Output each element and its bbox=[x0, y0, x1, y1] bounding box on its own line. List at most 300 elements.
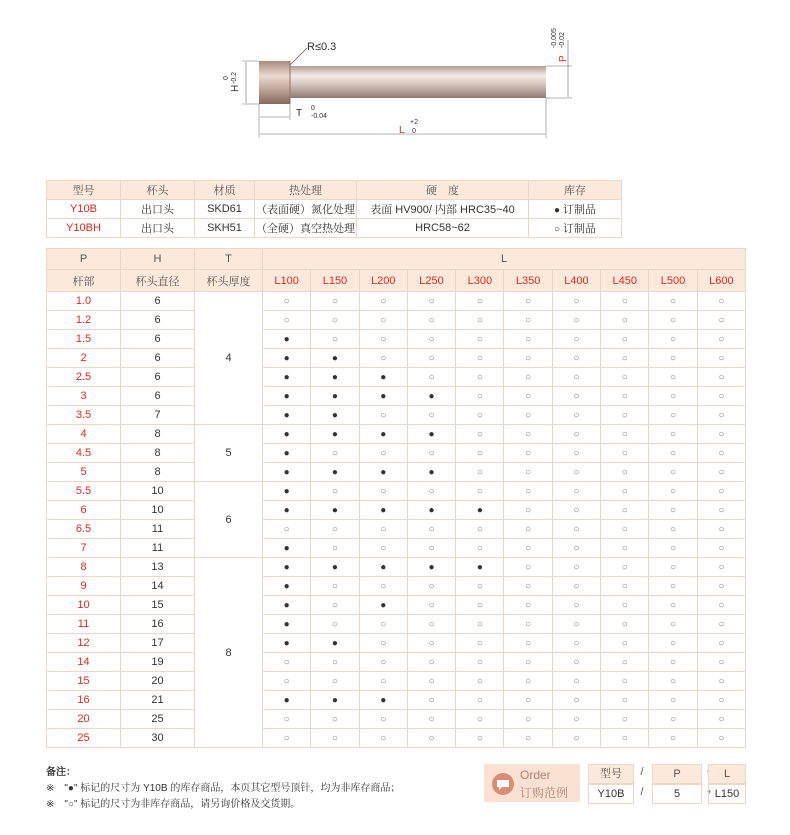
empty-dot-icon: ○ bbox=[380, 315, 387, 326]
spec-row bbox=[47, 558, 746, 577]
shaft-diameter-cell: 5 bbox=[47, 463, 121, 482]
stock-mark-cell bbox=[649, 368, 697, 387]
stock-mark-cell bbox=[407, 558, 455, 577]
stock-mark-cell bbox=[311, 596, 359, 615]
shaft-diameter-cell: 7 bbox=[47, 539, 121, 558]
empty-dot-icon: ○ bbox=[283, 714, 290, 725]
head-diameter-cell: 6 bbox=[121, 387, 195, 406]
col-t: T bbox=[195, 249, 263, 270]
full-dot-icon: ● bbox=[380, 505, 387, 516]
stock-mark-cell bbox=[456, 292, 504, 311]
stock-mark-cell bbox=[456, 311, 504, 330]
stock-mark-cell bbox=[601, 596, 649, 615]
empty-dot-icon: ○ bbox=[573, 296, 580, 307]
stock-mark-cell bbox=[407, 691, 455, 710]
col-head-thickness: 杯头厚度 bbox=[195, 270, 263, 292]
empty-dot-icon: ○ bbox=[718, 334, 725, 345]
empty-dot-icon: ○ bbox=[331, 524, 338, 535]
full-dot-icon: ● bbox=[380, 429, 387, 440]
empty-dot-icon: ○ bbox=[428, 619, 435, 630]
empty-dot-icon: ○ bbox=[331, 619, 338, 630]
stock-mark-cell bbox=[407, 349, 455, 368]
full-dot-icon: ● bbox=[331, 562, 338, 573]
empty-dot-icon: ○ bbox=[525, 543, 532, 554]
empty-dot-icon: ○ bbox=[283, 733, 290, 744]
full-dot-icon: ● bbox=[331, 429, 338, 440]
empty-dot-icon: ○ bbox=[670, 524, 677, 535]
stock-mark-cell bbox=[311, 653, 359, 672]
empty-dot-icon: ○ bbox=[525, 296, 532, 307]
stock-mark-cell bbox=[311, 330, 359, 349]
full-dot-icon: ● bbox=[331, 410, 338, 421]
empty-dot-icon: ○ bbox=[380, 714, 387, 725]
order-separator: / bbox=[640, 786, 644, 798]
empty-dot-icon: ○ bbox=[670, 372, 677, 383]
col-material: 材质 bbox=[195, 181, 255, 200]
shaft-diameter-cell: 10 bbox=[47, 596, 121, 615]
empty-dot-icon: ○ bbox=[331, 334, 338, 345]
empty-dot-icon: ○ bbox=[476, 676, 483, 687]
stock-mark-cell bbox=[697, 330, 745, 349]
note-line: ※ "○" 标记的尺寸为非库存商品，请另询价格及交货期。 bbox=[46, 799, 301, 810]
empty-dot-icon: ○ bbox=[283, 676, 290, 687]
stock-mark-cell bbox=[649, 387, 697, 406]
stock-mark-cell bbox=[263, 292, 311, 311]
empty-dot-icon: ○ bbox=[380, 543, 387, 554]
full-dot-icon: ● bbox=[428, 391, 435, 402]
col-length: L250 bbox=[407, 270, 455, 292]
spec-row bbox=[47, 615, 746, 634]
empty-dot-icon: ○ bbox=[573, 467, 580, 478]
stock-mark-cell bbox=[649, 729, 697, 748]
empty-dot-icon: ○ bbox=[476, 524, 483, 535]
empty-dot-icon: ○ bbox=[428, 448, 435, 459]
head-diameter-cell: 8 bbox=[121, 463, 195, 482]
stock-mark-cell bbox=[311, 463, 359, 482]
empty-dot-icon: ○ bbox=[380, 619, 387, 630]
empty-dot-icon: ○ bbox=[621, 676, 628, 687]
spec-row bbox=[47, 444, 746, 463]
stock-mark-cell bbox=[504, 691, 552, 710]
stock-mark-cell bbox=[504, 311, 552, 330]
stock-mark-cell bbox=[456, 463, 504, 482]
stock-mark-cell bbox=[263, 463, 311, 482]
empty-dot-icon: ○ bbox=[573, 391, 580, 402]
stock-mark-cell bbox=[697, 387, 745, 406]
stock-mark-cell bbox=[311, 710, 359, 729]
t-label: T bbox=[296, 108, 303, 119]
spec-table bbox=[46, 248, 746, 748]
p-tol-upper: -0.005 bbox=[551, 28, 558, 48]
ejector-pin-drawing bbox=[210, 20, 590, 150]
empty-dot-icon: ○ bbox=[525, 581, 532, 592]
stock-mark-cell bbox=[649, 691, 697, 710]
shaft-diameter-cell: 6 bbox=[47, 501, 121, 520]
stock-mark-cell bbox=[359, 406, 407, 425]
stock-mark-cell bbox=[697, 349, 745, 368]
empty-dot-icon: ○ bbox=[621, 410, 628, 421]
empty-dot-icon: ○ bbox=[718, 562, 725, 573]
pin-head bbox=[259, 61, 290, 104]
stock-mark-cell bbox=[456, 729, 504, 748]
full-dot-icon: ● bbox=[283, 600, 290, 611]
stock-mark-cell bbox=[697, 520, 745, 539]
empty-dot-icon: ○ bbox=[718, 619, 725, 630]
head-diameter-cell: 20 bbox=[121, 672, 195, 691]
stock-mark-cell bbox=[601, 577, 649, 596]
empty-dot-icon: ○ bbox=[670, 562, 677, 573]
stock-mark-cell bbox=[552, 710, 600, 729]
empty-dot-icon: ○ bbox=[621, 353, 628, 364]
stock-mark-cell bbox=[552, 425, 600, 444]
empty-dot-icon: ○ bbox=[621, 600, 628, 611]
stock-mark-cell bbox=[311, 444, 359, 463]
empty-dot-icon: ○ bbox=[718, 467, 725, 478]
shaft-diameter-cell: 5.5 bbox=[47, 482, 121, 501]
stock-mark-cell bbox=[697, 577, 745, 596]
stock-mark-cell bbox=[601, 387, 649, 406]
head-diameter-cell: 15 bbox=[121, 596, 195, 615]
shaft-diameter-cell: 12 bbox=[47, 634, 121, 653]
stock-mark-cell bbox=[697, 615, 745, 634]
stock-mark-cell bbox=[552, 292, 600, 311]
full-dot-icon: ● bbox=[380, 372, 387, 383]
treatment-cell: （全硬）真空热处理 bbox=[255, 219, 357, 238]
full-dot-icon: ● bbox=[283, 619, 290, 630]
full-dot-icon: ● bbox=[283, 581, 290, 592]
stock-mark-cell bbox=[359, 539, 407, 558]
empty-dot-icon: ○ bbox=[621, 638, 628, 649]
empty-dot-icon: ○ bbox=[670, 714, 677, 725]
full-dot-icon: ● bbox=[283, 391, 290, 402]
stock-mark-cell bbox=[552, 387, 600, 406]
spec-row bbox=[47, 672, 746, 691]
empty-dot-icon: ○ bbox=[718, 581, 725, 592]
empty-dot-icon: ○ bbox=[573, 448, 580, 459]
empty-dot-icon: ○ bbox=[718, 429, 725, 440]
shaft-diameter-cell: 16 bbox=[47, 691, 121, 710]
head-diameter-cell: 14 bbox=[121, 577, 195, 596]
col-treatment: 热处理 bbox=[255, 181, 357, 200]
order-head-model: 型号 bbox=[588, 764, 634, 784]
stock-mark-cell bbox=[263, 311, 311, 330]
full-dot-icon: ● bbox=[380, 391, 387, 402]
empty-dot-icon: ○ bbox=[283, 524, 290, 535]
stock-mark-cell bbox=[552, 539, 600, 558]
stock-mark-cell bbox=[552, 406, 600, 425]
empty-dot-icon: ○ bbox=[476, 315, 483, 326]
shaft-diameter-cell: 1.2 bbox=[47, 311, 121, 330]
empty-dot-icon: ○ bbox=[476, 486, 483, 497]
stock-mark-cell bbox=[456, 653, 504, 672]
stock-mark-cell bbox=[552, 558, 600, 577]
stock-mark-cell bbox=[601, 729, 649, 748]
empty-dot-icon: ○ bbox=[573, 505, 580, 516]
head-diameter-cell: 13 bbox=[121, 558, 195, 577]
stock-mark-cell bbox=[601, 292, 649, 311]
stock-mark-cell bbox=[311, 577, 359, 596]
empty-dot-icon: ○ bbox=[525, 562, 532, 573]
empty-dot-icon: ○ bbox=[718, 695, 725, 706]
stock-mark-cell bbox=[407, 425, 455, 444]
empty-dot-icon: ○ bbox=[621, 581, 628, 592]
stock-mark-cell bbox=[359, 349, 407, 368]
head-diameter-cell: 10 bbox=[121, 501, 195, 520]
shaft-diameter-cell: 14 bbox=[47, 653, 121, 672]
empty-dot-icon: ○ bbox=[718, 448, 725, 459]
stock-mark-cell bbox=[697, 292, 745, 311]
stock-mark-cell bbox=[263, 634, 311, 653]
stock-mark-cell bbox=[263, 425, 311, 444]
stock-mark-cell bbox=[504, 596, 552, 615]
radius-label: R≤0.3 bbox=[307, 41, 337, 53]
empty-dot-icon: ○ bbox=[428, 524, 435, 535]
shaft-diameter-cell: 6.5 bbox=[47, 520, 121, 539]
stock-mark-cell bbox=[601, 710, 649, 729]
empty-dot-icon: ○ bbox=[573, 733, 580, 744]
empty-dot-icon: ○ bbox=[331, 733, 338, 744]
stock-mark-cell bbox=[504, 482, 552, 501]
empty-dot-icon: ○ bbox=[525, 695, 532, 706]
stock-mark-cell bbox=[359, 482, 407, 501]
col-model: 型号 bbox=[47, 181, 121, 200]
empty-dot-icon: ○ bbox=[573, 543, 580, 554]
stock-mark-cell bbox=[263, 387, 311, 406]
stock-mark-cell bbox=[263, 615, 311, 634]
col-shaft: 杆部 bbox=[47, 270, 121, 292]
full-dot-icon: ● bbox=[476, 505, 483, 516]
empty-dot-icon: ○ bbox=[573, 657, 580, 668]
stock-mark-cell bbox=[456, 558, 504, 577]
empty-dot-icon: ○ bbox=[476, 657, 483, 668]
empty-dot-icon: ○ bbox=[380, 733, 387, 744]
col-head: 杯头 bbox=[121, 181, 195, 200]
empty-dot-icon: ○ bbox=[621, 695, 628, 706]
empty-dot-icon: ○ bbox=[621, 505, 628, 516]
full-dot-icon: ● bbox=[331, 638, 338, 649]
empty-dot-icon: ○ bbox=[621, 486, 628, 497]
stock-mark-cell bbox=[649, 444, 697, 463]
stock-mark-cell bbox=[456, 444, 504, 463]
spec-row bbox=[47, 729, 746, 748]
head-cell: 出口头 bbox=[121, 219, 195, 238]
p-tol-lower: -0.02 bbox=[559, 32, 566, 48]
stock-mark-cell bbox=[407, 596, 455, 615]
stock-mark-cell bbox=[649, 330, 697, 349]
empty-dot-icon: ○ bbox=[621, 619, 628, 630]
stock-mark-cell bbox=[359, 501, 407, 520]
spec-row bbox=[47, 653, 746, 672]
empty-dot-icon: ○ bbox=[670, 486, 677, 497]
empty-dot-icon: ○ bbox=[718, 486, 725, 497]
empty-dot-icon: ○ bbox=[428, 315, 435, 326]
spec-row bbox=[47, 330, 746, 349]
stock-mark-cell bbox=[263, 577, 311, 596]
stock-mark-cell bbox=[311, 406, 359, 425]
spec-row bbox=[47, 691, 746, 710]
empty-dot-icon: ○ bbox=[380, 448, 387, 459]
empty-dot-icon: ○ bbox=[670, 410, 677, 421]
empty-dot-icon: ○ bbox=[476, 600, 483, 611]
col-stock: 库存 bbox=[529, 181, 622, 200]
stock-mark-cell bbox=[697, 729, 745, 748]
stock-mark-cell bbox=[407, 539, 455, 558]
empty-dot-icon: ○ bbox=[621, 657, 628, 668]
stock-mark-cell bbox=[311, 520, 359, 539]
shaft-diameter-cell: 9 bbox=[47, 577, 121, 596]
empty-dot-icon: ○ bbox=[621, 467, 628, 478]
material-table bbox=[46, 180, 622, 238]
col-length: L400 bbox=[552, 270, 600, 292]
stock-mark-cell bbox=[407, 672, 455, 691]
material-row bbox=[47, 219, 622, 238]
empty-dot-icon: ○ bbox=[718, 372, 725, 383]
head-diameter-cell: 16 bbox=[121, 615, 195, 634]
empty-dot-icon: ○ bbox=[718, 296, 725, 307]
full-dot-icon: ● bbox=[283, 638, 290, 649]
empty-dot-icon: ○ bbox=[573, 315, 580, 326]
full-dot-icon: ● bbox=[283, 353, 290, 364]
stock-mark-cell bbox=[552, 368, 600, 387]
empty-dot-icon: ○ bbox=[428, 638, 435, 649]
empty-dot-icon: ○ bbox=[283, 296, 290, 307]
stock-mark-cell bbox=[601, 501, 649, 520]
stock-mark-cell bbox=[552, 520, 600, 539]
empty-dot-icon: ○ bbox=[670, 657, 677, 668]
empty-dot-icon: ○ bbox=[331, 714, 338, 725]
empty-dot-icon: ○ bbox=[476, 372, 483, 383]
spec-row bbox=[47, 292, 746, 311]
order-value-l: L150 bbox=[708, 784, 746, 804]
head-diameter-cell: 10 bbox=[121, 482, 195, 501]
shaft-diameter-cell: 2.5 bbox=[47, 368, 121, 387]
stock-mark-cell bbox=[359, 520, 407, 539]
stock-mark-cell bbox=[504, 558, 552, 577]
spec-row bbox=[47, 387, 746, 406]
col-length: L500 bbox=[649, 270, 697, 292]
stock-mark-cell bbox=[649, 634, 697, 653]
stock-mark-cell bbox=[697, 634, 745, 653]
stock-mark-cell bbox=[407, 292, 455, 311]
stock-mark-cell bbox=[601, 634, 649, 653]
stock-mark-cell bbox=[311, 615, 359, 634]
col-head-diameter: 杯头直径 bbox=[121, 270, 195, 292]
stock-mark-cell bbox=[359, 710, 407, 729]
empty-dot-icon: ○ bbox=[476, 714, 483, 725]
empty-dot-icon: ○ bbox=[621, 334, 628, 345]
spec-row bbox=[47, 425, 746, 444]
empty-dot-icon: ○ bbox=[621, 562, 628, 573]
empty-dot-icon: ○ bbox=[476, 296, 483, 307]
empty-dot-icon: ○ bbox=[525, 619, 532, 630]
stock-mark-cell bbox=[359, 634, 407, 653]
empty-dot-icon: ○ bbox=[670, 676, 677, 687]
stock-mark-cell bbox=[552, 596, 600, 615]
head-diameter-cell: 30 bbox=[121, 729, 195, 748]
full-dot-icon: ● bbox=[428, 429, 435, 440]
stock-mark-cell bbox=[697, 482, 745, 501]
spec-row bbox=[47, 482, 746, 501]
empty-dot-icon: ○ bbox=[331, 657, 338, 668]
spec-header-row bbox=[47, 249, 746, 270]
stock-mark-cell bbox=[263, 729, 311, 748]
empty-dot-icon: ○ bbox=[331, 581, 338, 592]
stock-mark-cell bbox=[649, 501, 697, 520]
stock-mark-cell bbox=[552, 672, 600, 691]
full-dot-icon: ● bbox=[283, 410, 290, 421]
head-diameter-cell: 8 bbox=[121, 444, 195, 463]
full-dot-icon: ● bbox=[380, 600, 387, 611]
stock-mark-cell bbox=[359, 558, 407, 577]
stock-mark-cell bbox=[504, 406, 552, 425]
stock-mark-cell bbox=[359, 672, 407, 691]
stock-mark-cell bbox=[504, 349, 552, 368]
stock-mark-cell bbox=[649, 425, 697, 444]
stock-mark-cell bbox=[504, 634, 552, 653]
stock-mark-cell bbox=[311, 349, 359, 368]
empty-dot-icon: ○ bbox=[670, 619, 677, 630]
empty-dot-icon: ○ bbox=[525, 486, 532, 497]
stock-mark-cell bbox=[359, 387, 407, 406]
head-thickness-cell: 8 bbox=[195, 558, 263, 748]
empty-dot-icon: ○ bbox=[428, 410, 435, 421]
stock-mark-cell bbox=[311, 501, 359, 520]
empty-dot-icon: ○ bbox=[525, 638, 532, 649]
empty-dot-icon: ○ bbox=[670, 448, 677, 459]
col-l: L bbox=[263, 249, 746, 270]
stock-mark-cell bbox=[263, 539, 311, 558]
full-dot-icon: ● bbox=[331, 695, 338, 706]
stock-mark-cell bbox=[407, 387, 455, 406]
empty-dot-icon: ○ bbox=[525, 391, 532, 402]
shaft-diameter-cell: 3.5 bbox=[47, 406, 121, 425]
stock-mark-cell bbox=[359, 425, 407, 444]
empty-dot-icon: ○ bbox=[718, 505, 725, 516]
stock-mark-cell bbox=[456, 710, 504, 729]
h-tol-upper: 0 bbox=[223, 76, 230, 80]
stock-mark-cell bbox=[504, 615, 552, 634]
stock-mark-cell bbox=[649, 710, 697, 729]
stock-mark-cell bbox=[552, 482, 600, 501]
stock-mark-cell bbox=[311, 729, 359, 748]
empty-dot-icon: ○ bbox=[670, 505, 677, 516]
empty-dot-icon: ○ bbox=[525, 334, 532, 345]
empty-dot-icon: ○ bbox=[331, 600, 338, 611]
stock-mark-cell bbox=[504, 520, 552, 539]
empty-dot-icon: ○ bbox=[718, 657, 725, 668]
material-row bbox=[47, 200, 622, 219]
empty-dot-icon: ○ bbox=[573, 695, 580, 706]
stock-mark-cell bbox=[552, 615, 600, 634]
empty-dot-icon: ○ bbox=[670, 581, 677, 592]
empty-dot-icon: ○ bbox=[525, 600, 532, 611]
col-length: L150 bbox=[311, 270, 359, 292]
empty-dot-icon: ○ bbox=[718, 600, 725, 611]
empty-dot-icon: ○ bbox=[525, 657, 532, 668]
empty-dot-icon: ○ bbox=[331, 448, 338, 459]
stock-mark-cell bbox=[601, 425, 649, 444]
stock-mark-cell bbox=[552, 444, 600, 463]
stock-mark-cell bbox=[649, 463, 697, 482]
empty-dot-icon: ○ bbox=[380, 334, 387, 345]
stock-mark-cell bbox=[552, 729, 600, 748]
head-diameter-cell: 6 bbox=[121, 292, 195, 311]
empty-dot-icon: ○ bbox=[670, 733, 677, 744]
order-example-badge bbox=[484, 764, 580, 802]
stock-mark-cell bbox=[456, 368, 504, 387]
stock-mark-cell bbox=[359, 596, 407, 615]
empty-dot-icon: ○ bbox=[621, 524, 628, 535]
